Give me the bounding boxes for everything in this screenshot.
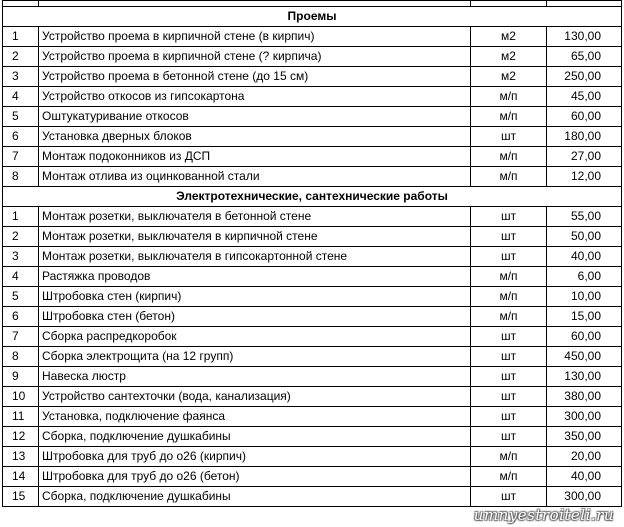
row-number: 8 [3,167,39,187]
table-row [3,227,622,247]
table-row [3,27,622,47]
price: 55,00 [547,207,622,227]
price: 60,00 [547,327,622,347]
row-number: 1 [3,207,39,227]
table-row [3,447,622,467]
row-number: 6 [3,307,39,327]
price: 60,00 [547,107,622,127]
unit-of-measure: шт [471,387,547,407]
unit-of-measure: м/п [471,447,547,467]
price: 6,00 [547,267,622,287]
unit-of-measure: шт [471,227,547,247]
unit-of-measure: шт [471,427,547,447]
work-name: Сборка распредкоробок [39,327,471,347]
site-watermark: umnyestroiteli.ru [473,506,614,524]
work-name: Устройство проема в кирпичной стене (? кирпича) [39,47,471,67]
unit-of-measure: м/п [471,467,547,487]
unit-of-measure: шт [471,347,547,367]
work-name: Установка, подключение фаянса [39,407,471,427]
row-number: 2 [3,47,39,67]
table-row [3,367,622,387]
table-row [3,487,622,507]
row-number: 5 [3,107,39,127]
unit-of-measure: м/п [471,107,547,127]
unit-of-measure: м/п [471,167,547,187]
unit-of-measure: м/п [471,147,547,167]
work-name: Монтаж подоконников из ДСП [39,147,471,167]
price: 180,00 [547,127,622,147]
work-name: Штробовка стен (бетон) [39,307,471,327]
table-row [3,347,622,367]
price: 12,00 [547,167,622,187]
work-name: Сборка, подключение душкабины [39,427,471,447]
table-row [3,67,622,87]
work-name: Оштукатуривание откосов [39,107,471,127]
row-number: 6 [3,127,39,147]
work-name: Устройство сантехточки (вода, канализация) [39,387,471,407]
row-number: 15 [3,487,39,507]
row-number: 9 [3,367,39,387]
unit-of-measure: м/п [471,307,547,327]
price: 300,00 [547,487,622,507]
price-table-body [3,1,622,507]
table-row [3,307,622,327]
table-row [3,407,622,427]
price: 380,00 [547,387,622,407]
price: 450,00 [547,347,622,367]
table-row [3,247,622,267]
row-number: 13 [3,447,39,467]
price: 50,00 [547,227,622,247]
work-name: Штробовка для труб до о26 (кирпич) [39,447,471,467]
price: 130,00 [547,367,622,387]
price-table [2,0,622,507]
table-row [3,327,622,347]
row-number: 5 [3,287,39,307]
work-name: Штробовка для труб до о26 (бетон) [39,467,471,487]
unit-of-measure: м2 [471,67,547,87]
work-name: Сборка, подключение душкабины [39,487,471,507]
work-name: Устройство откосов из гипсокартона [39,87,471,107]
work-name: Устройство проема в бетонной стене (до 15 см) [39,67,471,87]
work-name: Монтаж розетки, выключателя в кирпичной стене [39,227,471,247]
row-number: 3 [3,67,39,87]
unit-of-measure: м2 [471,27,547,47]
price: 250,00 [547,67,622,87]
price: 10,00 [547,287,622,307]
work-name: Монтаж отлива из оцинкованной стали [39,167,471,187]
table-row [3,427,622,447]
unit-of-measure: м2 [471,47,547,67]
section-title: Электротехнические, сантехнические работы [3,187,622,207]
unit-of-measure: шт [471,487,547,507]
table-row [3,267,622,287]
unit-of-measure: м/п [471,287,547,307]
table-row [3,107,622,127]
price: 65,00 [547,47,622,67]
price: 40,00 [547,247,622,267]
table-row [3,127,622,147]
row-number: 3 [3,247,39,267]
row-number: 11 [3,407,39,427]
price: 130,00 [547,27,622,47]
section-title: Проемы [3,7,622,27]
row-number: 2 [3,227,39,247]
section-header-row [3,7,622,27]
unit-of-measure: м/п [471,267,547,287]
table-row [3,87,622,107]
work-name: Сборка электрощита (на 12 групп) [39,347,471,367]
work-name: Монтаж розетки, выключателя в гипсокартонной стене [39,247,471,267]
row-number: 12 [3,427,39,447]
unit-of-measure: шт [471,207,547,227]
row-number: 10 [3,387,39,407]
table-row [3,147,622,167]
work-name: Штробовка стен (кирпич) [39,287,471,307]
price: 20,00 [547,447,622,467]
table-row [3,47,622,67]
work-name: Установка дверных блоков [39,127,471,147]
work-name: Устройство проема в кирпичной стене (в кирпич) [39,27,471,47]
unit-of-measure: м/п [471,87,547,107]
price: 15,00 [547,307,622,327]
table-row [3,387,622,407]
unit-of-measure: шт [471,247,547,267]
row-number: 7 [3,147,39,167]
unit-of-measure: шт [471,367,547,387]
row-number: 1 [3,27,39,47]
row-number: 7 [3,327,39,347]
row-number: 8 [3,347,39,367]
price: 300,00 [547,407,622,427]
table-row [3,467,622,487]
row-number: 4 [3,267,39,287]
price: 40,00 [547,467,622,487]
table-row [3,167,622,187]
row-number: 4 [3,87,39,107]
section-header-row [3,187,622,207]
table-row [3,287,622,307]
work-name: Растяжка проводов [39,267,471,287]
table-row [3,207,622,227]
price: 45,00 [547,87,622,107]
work-name: Навеска люстр [39,367,471,387]
unit-of-measure: шт [471,127,547,147]
unit-of-measure: шт [471,407,547,427]
price: 27,00 [547,147,622,167]
work-name: Монтаж розетки, выключателя в бетонной стене [39,207,471,227]
price: 350,00 [547,427,622,447]
row-number: 14 [3,467,39,487]
unit-of-measure: шт [471,327,547,347]
price-table-sheet [2,0,621,507]
